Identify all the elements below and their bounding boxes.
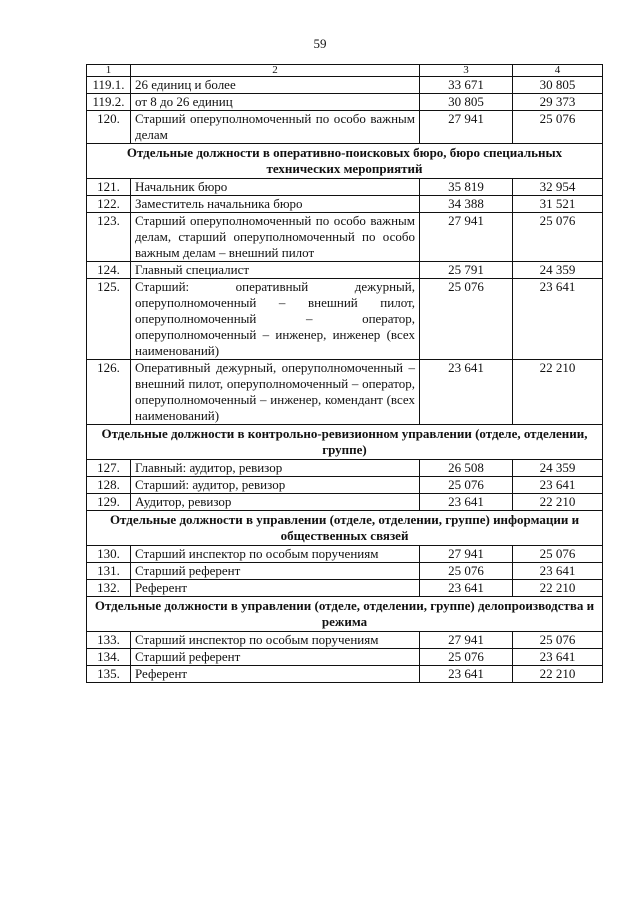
- table-row: [87, 279, 603, 360]
- salary-value-col3: 27 941: [420, 546, 513, 563]
- salary-value-col4: 25 076: [513, 632, 603, 649]
- table-row: [87, 196, 603, 213]
- table-row: [87, 477, 603, 494]
- salary-value-col4: 23 641: [513, 477, 603, 494]
- row-number: 122.: [87, 196, 131, 213]
- row-number: 130.: [87, 546, 131, 563]
- salary-value-col4: 22 210: [513, 666, 603, 683]
- section-header-row: [87, 597, 603, 632]
- salary-value-col3: 35 819: [420, 179, 513, 196]
- position-name: Старший: оперативный дежурный, оперуполномоченный – внешний пилот, оперуполномоченный – оператор, оперуполномоченный – инженер, инженер (всех наименований): [131, 279, 420, 360]
- salary-value-col3: 27 941: [420, 111, 513, 144]
- table-row: [87, 494, 603, 511]
- row-number: 128.: [87, 477, 131, 494]
- salary-value-col3: 33 671: [420, 77, 513, 94]
- section-header-row: [87, 144, 603, 179]
- salary-value-col4: 23 641: [513, 279, 603, 360]
- section-header-row: [87, 425, 603, 460]
- salary-value-col3: 27 941: [420, 632, 513, 649]
- position-name: от 8 до 26 единиц: [131, 94, 420, 111]
- table-row: [87, 213, 603, 262]
- column-header-3: 3: [420, 65, 513, 77]
- salary-value-col4: 23 641: [513, 649, 603, 666]
- salary-value-col4: 29 373: [513, 94, 603, 111]
- salary-value-col4: 23 641: [513, 563, 603, 580]
- salary-value-col3: 25 076: [420, 563, 513, 580]
- section-title: Отдельные должности в оперативно-поисковых бюро, бюро специальных технических мероприятий: [87, 144, 603, 179]
- salary-value-col3: 34 388: [420, 196, 513, 213]
- position-name: Старший оперуполномоченный по особо важным делам: [131, 111, 420, 144]
- salary-value-col4: 25 076: [513, 213, 603, 262]
- table-row: [87, 546, 603, 563]
- row-number: 120.: [87, 111, 131, 144]
- salary-value-col4: 31 521: [513, 196, 603, 213]
- salary-value-col3: 25 076: [420, 477, 513, 494]
- salary-value-col4: 32 954: [513, 179, 603, 196]
- row-number: 129.: [87, 494, 131, 511]
- row-number: 124.: [87, 262, 131, 279]
- row-number: 135.: [87, 666, 131, 683]
- position-name: Референт: [131, 666, 420, 683]
- position-name: Главный специалист: [131, 262, 420, 279]
- salary-value-col3: 30 805: [420, 94, 513, 111]
- table-row: [87, 649, 603, 666]
- row-number: 131.: [87, 563, 131, 580]
- table-row: [87, 632, 603, 649]
- row-number: 132.: [87, 580, 131, 597]
- table-row: [87, 77, 603, 94]
- salary-value-col4: 22 210: [513, 580, 603, 597]
- column-header-4: 4: [513, 65, 603, 77]
- salary-value-col3: 27 941: [420, 213, 513, 262]
- position-name: Старший инспектор по особым поручениям: [131, 546, 420, 563]
- salary-value-col3: 26 508: [420, 460, 513, 477]
- table-row: [87, 460, 603, 477]
- table-row: [87, 563, 603, 580]
- position-name: Аудитор, ревизор: [131, 494, 420, 511]
- column-header-1: 1: [87, 65, 131, 77]
- position-name: Главный: аудитор, ревизор: [131, 460, 420, 477]
- salary-table: [86, 64, 603, 683]
- section-title: Отдельные должности в контрольно-ревизионном управлении (отделе, отделении, группе): [87, 425, 603, 460]
- salary-value-col4: 22 210: [513, 360, 603, 425]
- row-number: 133.: [87, 632, 131, 649]
- table-row: [87, 360, 603, 425]
- position-name: Референт: [131, 580, 420, 597]
- position-name: Старший оперуполномоченный по особо важным делам, старший оперуполномоченный по особо важным делам – внешний пилот: [131, 213, 420, 262]
- salary-value-col4: 25 076: [513, 546, 603, 563]
- salary-value-col3: 23 641: [420, 360, 513, 425]
- page-number: 59: [313, 36, 327, 51]
- salary-value-col4: 22 210: [513, 494, 603, 511]
- row-number: 125.: [87, 279, 131, 360]
- position-name: Старший референт: [131, 563, 420, 580]
- salary-value-col3: 23 641: [420, 494, 513, 511]
- row-number: 119.1.: [87, 77, 131, 94]
- row-number: 119.2.: [87, 94, 131, 111]
- position-name: 26 единиц и более: [131, 77, 420, 94]
- position-name: Заместитель начальника бюро: [131, 196, 420, 213]
- table-row: [87, 262, 603, 279]
- salary-value-col3: 25 076: [420, 649, 513, 666]
- table-row: [87, 666, 603, 683]
- row-number: 126.: [87, 360, 131, 425]
- position-name: Оперативный дежурный, оперуполномоченный – внешний пилот, оперуполномоченный – оператор, оперуполномоченный – инженер, комендант (всех наименований): [131, 360, 420, 425]
- position-name: Старший референт: [131, 649, 420, 666]
- salary-value-col4: 24 359: [513, 262, 603, 279]
- salary-value-col3: 25 791: [420, 262, 513, 279]
- table-row: [87, 179, 603, 196]
- salary-value-col4: 25 076: [513, 111, 603, 144]
- salary-value-col3: 25 076: [420, 279, 513, 360]
- table-row: [87, 111, 603, 144]
- salary-value-col3: 23 641: [420, 580, 513, 597]
- section-title: Отдельные должности в управлении (отделе, отделении, группе) делопроизводства и режима: [87, 597, 603, 632]
- salary-value-col4: 30 805: [513, 77, 603, 94]
- section-header-row: [87, 511, 603, 546]
- table-header-row: [87, 65, 603, 77]
- salary-value-col4: 24 359: [513, 460, 603, 477]
- column-header-2: 2: [131, 65, 420, 77]
- row-number: 127.: [87, 460, 131, 477]
- row-number: 123.: [87, 213, 131, 262]
- salary-value-col3: 23 641: [420, 666, 513, 683]
- row-number: 134.: [87, 649, 131, 666]
- table-row: [87, 94, 603, 111]
- position-name: Старший инспектор по особым поручениям: [131, 632, 420, 649]
- row-number: 121.: [87, 179, 131, 196]
- section-title: Отдельные должности в управлении (отделе, отделении, группе) информации и общественных связей: [87, 511, 603, 546]
- position-name: Начальник бюро: [131, 179, 420, 196]
- table-row: [87, 580, 603, 597]
- position-name: Старший: аудитор, ревизор: [131, 477, 420, 494]
